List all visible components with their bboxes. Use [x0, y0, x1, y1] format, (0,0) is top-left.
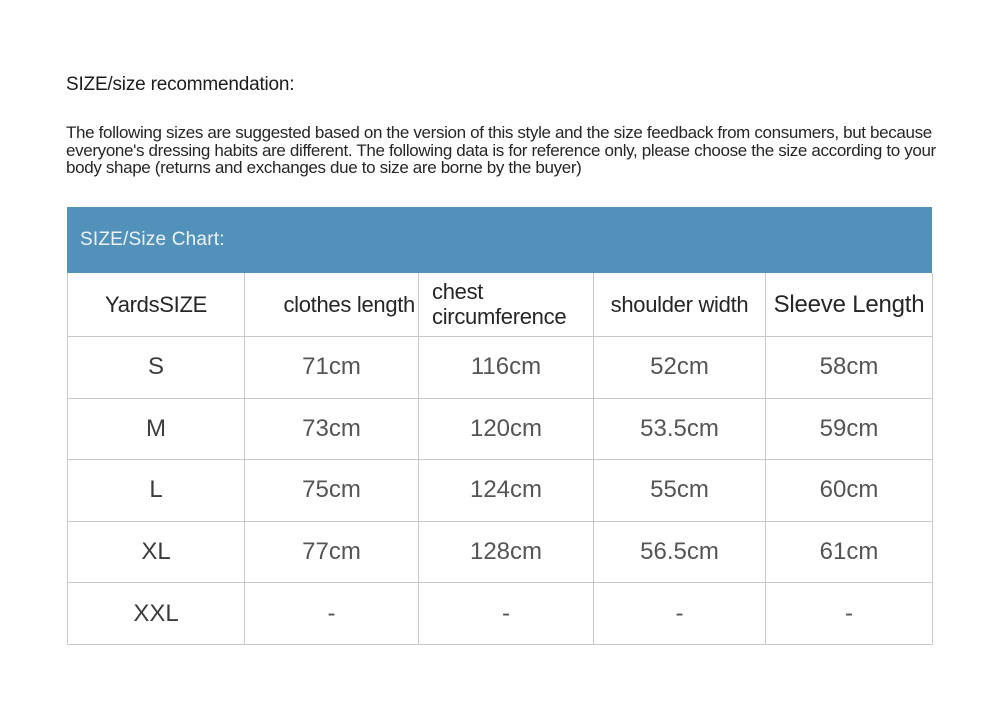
- table-row-xxl: [68, 583, 933, 645]
- chest-circumference-value: 128cm: [419, 521, 594, 583]
- shoulder-width-value: 53.5cm: [594, 398, 766, 460]
- size-table-header-row: [68, 273, 933, 337]
- sleeve-length-value: 59cm: [766, 398, 933, 460]
- size-chart-section: [67, 207, 932, 645]
- clothes-length-value: 73cm: [245, 398, 419, 460]
- shoulder-width-value: -: [594, 583, 766, 645]
- table-row-s: [68, 337, 933, 399]
- column-header-shoulder-width: shoulder width: [594, 273, 766, 337]
- size-recommendation-heading: SIZE/size recommendation:: [66, 74, 295, 95]
- column-header-clothes-length: clothes length: [245, 273, 419, 337]
- clothes-length-value: 77cm: [245, 521, 419, 583]
- size-chart-table: [67, 273, 933, 645]
- shoulder-width-value: 56.5cm: [594, 521, 766, 583]
- size-label: S: [68, 337, 245, 399]
- shoulder-width-value: 52cm: [594, 337, 766, 399]
- table-row-l: [68, 460, 933, 522]
- size-chart-title: SIZE/Size Chart:: [80, 229, 225, 250]
- chest-circumference-value: 124cm: [419, 460, 594, 522]
- chest-circumference-value: -: [419, 583, 594, 645]
- column-header-sleeve-length: Sleeve Length: [766, 273, 933, 337]
- sleeve-length-value: 61cm: [766, 521, 933, 583]
- table-row-xl: [68, 521, 933, 583]
- clothes-length-value: 75cm: [245, 460, 419, 522]
- size-label: M: [68, 398, 245, 460]
- chest-circumference-value: 120cm: [419, 398, 594, 460]
- clothes-length-value: -: [245, 583, 419, 645]
- table-row-m: [68, 398, 933, 460]
- column-header-chest-circumference: chest circumference: [419, 273, 594, 337]
- size-recommendation-description: The following sizes are suggested based on the version of this style and the size feedback from consumers, but because everyone's dressing habits are different. The following data is for reference only, please choose the size according to your body shape (returns and exchanges due to size are borne by the buyer): [66, 123, 936, 177]
- size-chart-title-bar: [67, 207, 932, 273]
- shoulder-width-value: 55cm: [594, 460, 766, 522]
- column-header-size: YardsSIZE: [68, 273, 245, 337]
- size-label: XL: [68, 521, 245, 583]
- clothes-length-value: 71cm: [245, 337, 419, 399]
- sleeve-length-value: 58cm: [766, 337, 933, 399]
- sleeve-length-value: 60cm: [766, 460, 933, 522]
- size-label: L: [68, 460, 245, 522]
- size-label: XXL: [68, 583, 245, 645]
- chest-circumference-value: 116cm: [419, 337, 594, 399]
- sleeve-length-value: -: [766, 583, 933, 645]
